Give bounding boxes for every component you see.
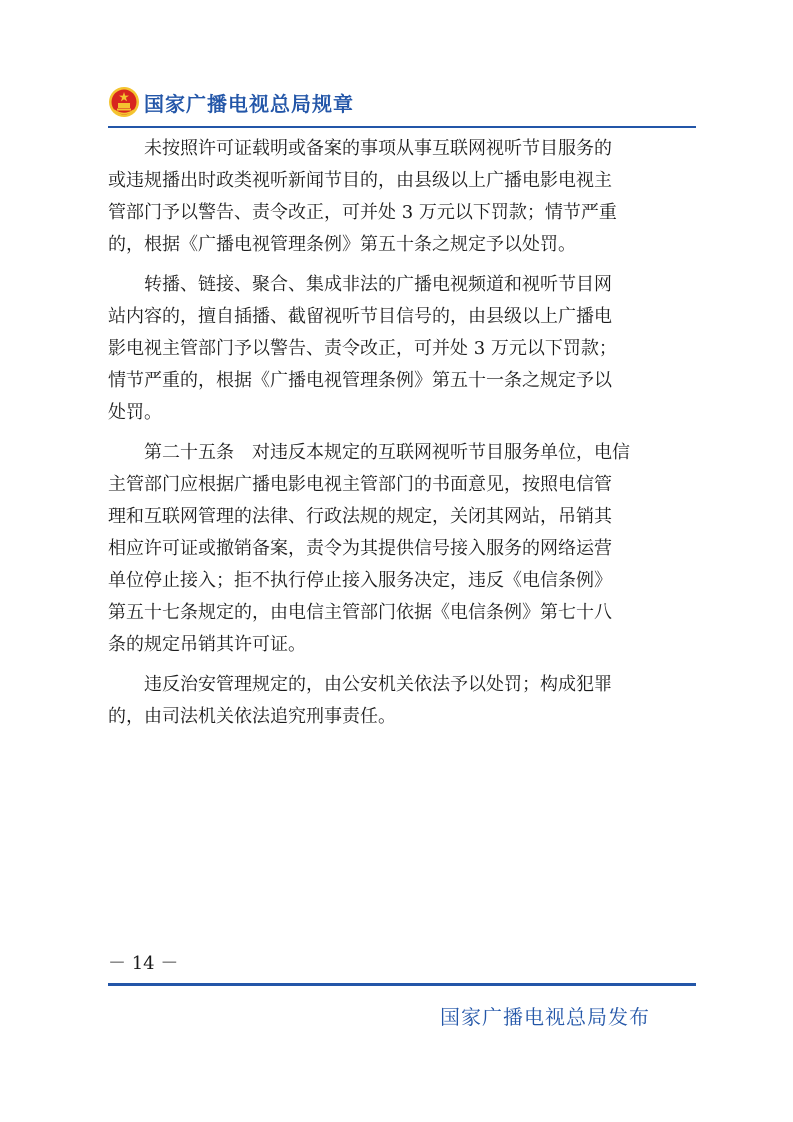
- header-title: 国家广播电视总局规章: [144, 92, 354, 116]
- paragraph: [108, 269, 696, 429]
- paragraph: [108, 669, 696, 733]
- text-line: 的，根据《广播电视管理条例》第五十条之规定予以处罚。: [108, 234, 576, 255]
- text-line: 未按照许可证载明或备案的事项从事互联网视听节目服务的: [108, 138, 612, 159]
- text-line: 第五十七条规定的，由电信主管部门依据《电信条例》第七十八: [108, 602, 612, 623]
- document-body: [108, 133, 696, 741]
- footer-rule: [108, 983, 696, 986]
- text-line: 站内容的，擅自插播、截留视听节目信号的，由县级以上广播电: [108, 306, 612, 327]
- paragraph: [108, 437, 696, 661]
- footer-publisher: 国家广播电视总局发布: [440, 1005, 650, 1029]
- text-line: 转播、链接、聚合、集成非法的广播电视频道和视听节目网: [108, 274, 612, 295]
- text-line: 管部门予以警告、责令改正，可并处 3 万元以下罚款；情节严重: [108, 202, 617, 223]
- text-line: 第二十五条 对违反本规定的互联网视听节目服务单位，电信: [108, 442, 630, 463]
- page-number: － 14 －: [108, 953, 179, 974]
- text-line: 情节严重的，根据《广播电视管理条例》第五十一条之规定予以: [108, 370, 612, 391]
- text-line: 的，由司法机关依法追究刑事责任。: [108, 706, 396, 727]
- text-line: 理和互联网管理的法律、行政法规的规定，关闭其网站，吊销其: [108, 506, 612, 527]
- text-line: 条的规定吊销其许可证。: [108, 634, 306, 655]
- text-line: 处罚。: [108, 402, 162, 423]
- national-emblem-icon: [108, 86, 140, 118]
- text-line: 或违规播出时政类视听新闻节目的，由县级以上广播电影电视主: [108, 170, 612, 191]
- header-rule: [108, 126, 696, 128]
- text-line: 主管部门应根据广播电影电视主管部门的书面意见，按照电信管: [108, 474, 612, 495]
- page-header: [108, 84, 696, 124]
- text-line: 违反治安管理规定的，由公安机关依法予以处罚；构成犯罪: [108, 674, 612, 695]
- text-line: 相应许可证或撤销备案，责令为其提供信号接入服务的网络运营: [108, 538, 612, 559]
- text-line: 单位停止接入；拒不执行停止接入服务决定，违反《电信条例》: [108, 570, 612, 591]
- text-line: 影电视主管部门予以警告、责令改正，可并处 3 万元以下罚款；: [108, 338, 617, 359]
- paragraph: [108, 133, 696, 261]
